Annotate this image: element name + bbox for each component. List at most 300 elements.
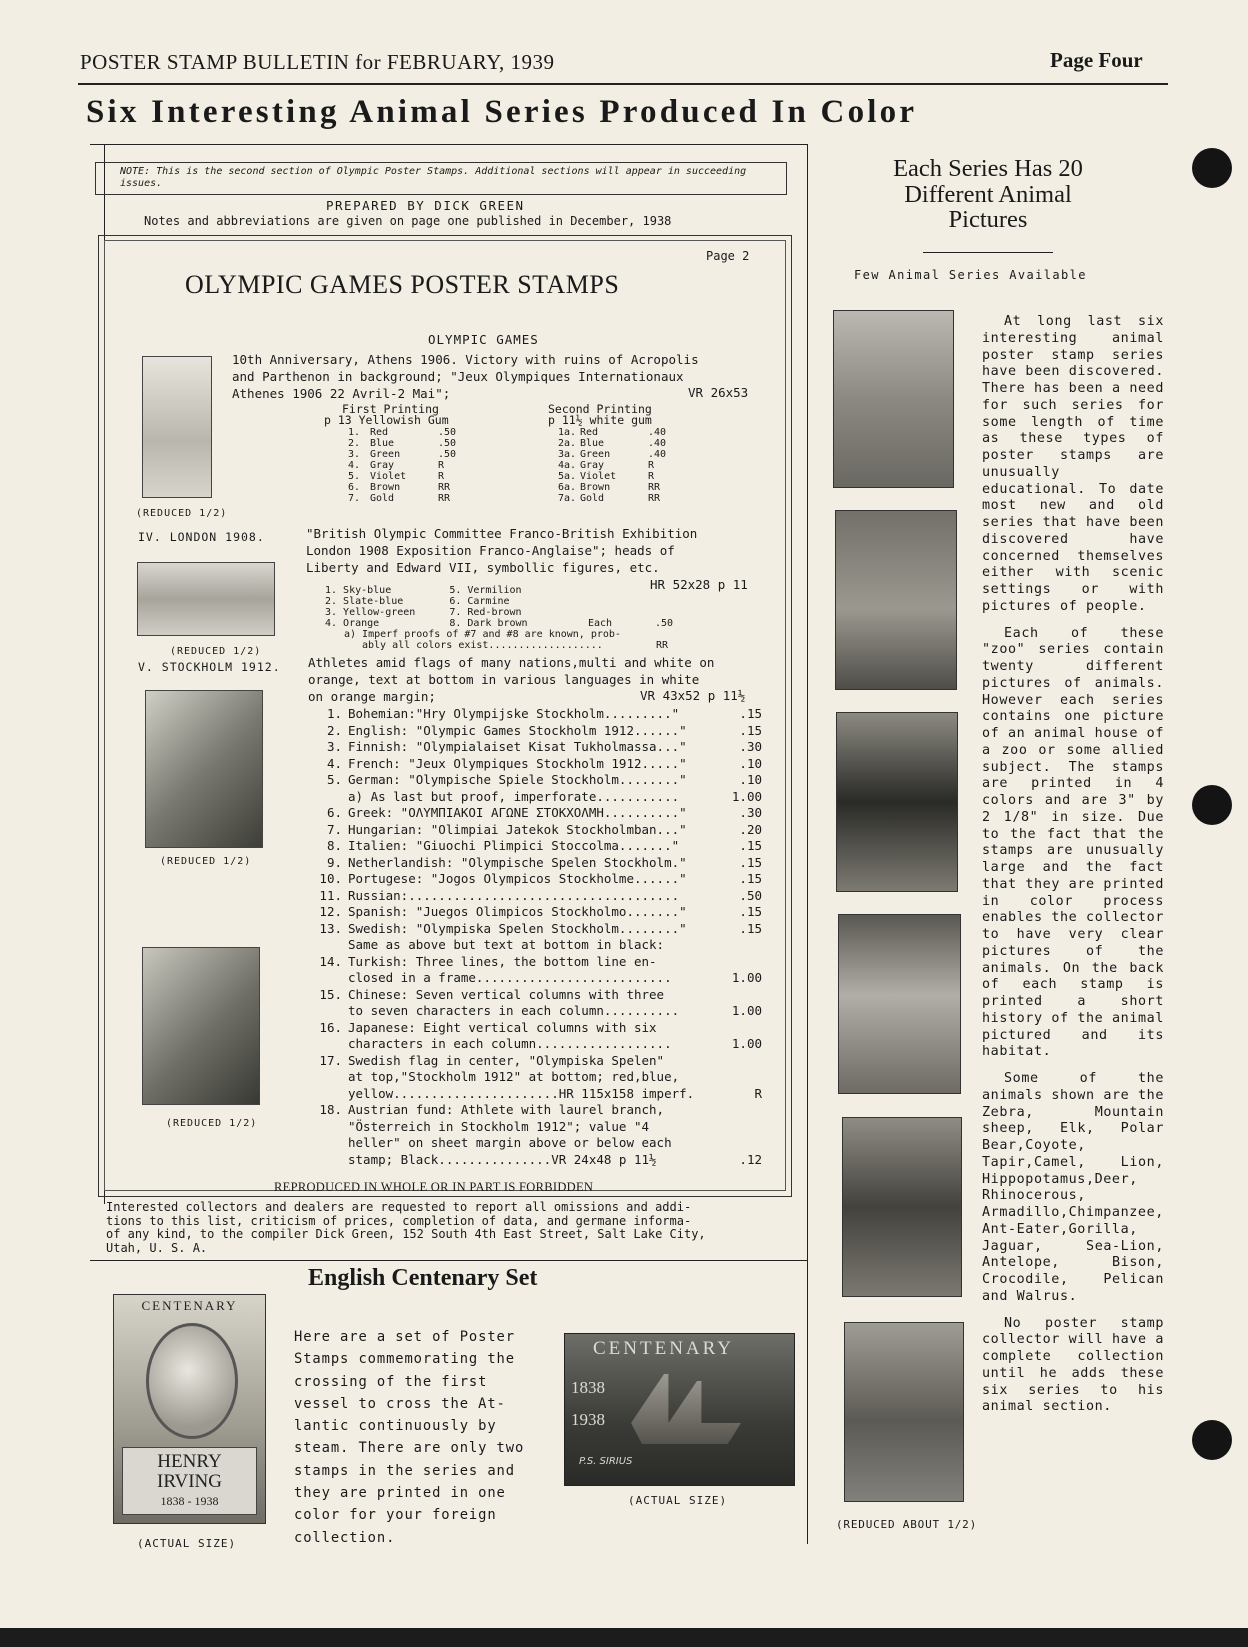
stockholm-item <box>316 937 762 954</box>
stockholm-item-text-wrap <box>316 706 679 723</box>
irving-stamp-portrait <box>146 1323 238 1439</box>
printing-price: R <box>648 460 655 471</box>
stockholm-item-price: 1.00 <box>731 1003 762 1018</box>
london-desc-line: Liberty and Edward VII, symbollic figures, etc. <box>306 560 660 575</box>
centenary-line: collection. <box>294 1529 396 1546</box>
printing-color: Brown <box>370 482 401 493</box>
stockholm-item-text-wrap <box>316 888 679 905</box>
stockholm-item-number: 16. <box>319 1019 342 1035</box>
stockholm-item-text-wrap <box>316 970 672 987</box>
stockholm-item-price: 1.00 <box>731 1036 762 1051</box>
footer-line: of any kind, to the compiler Dick Green, 152 South 4th East Street, Salt Lake City, <box>106 1227 706 1241</box>
london-color: 4. Orange <box>325 618 380 629</box>
stockholm-item-price: 1.00 <box>731 788 762 804</box>
london-note-line: a) Imperf proofs of #7 and #8 are known, prob- <box>344 629 621 640</box>
stockholm-item <box>316 789 762 806</box>
london-color: 1. Sky-blue <box>325 585 392 596</box>
printing-number: 1a. <box>558 427 577 438</box>
list-page-label: Page 2 <box>706 249 750 263</box>
printing-color: Gold <box>580 493 605 504</box>
stockholm-item <box>316 871 762 888</box>
stockholm-item <box>316 739 762 756</box>
stockholm-item-text: Finnish: "Olympialaiset Kisat Tukholmassa..." <box>348 739 687 754</box>
stockholm-item <box>316 1102 762 1119</box>
printing-number: 2a. <box>558 438 577 449</box>
stockholm-item-price <box>726 937 762 954</box>
stockholm-item-text-wrap <box>316 937 664 954</box>
printing-color: Green <box>580 449 611 460</box>
stockholm-item-number <box>316 1152 342 1169</box>
stockholm-item-text-wrap <box>316 1020 657 1037</box>
stockholm-item-text-wrap <box>316 805 687 822</box>
printing-color: Brown <box>580 482 611 493</box>
first-printing-row <box>348 438 456 449</box>
stockholm-item-text: yellow......................HR 115x158 imperf. <box>348 1085 695 1101</box>
kangaroo-stamp-image <box>844 1322 964 1502</box>
athens-desc-line: and Parthenon in background; "Jeux Olympiques Internationaux <box>232 369 684 384</box>
printing-color: Green <box>370 449 401 460</box>
sidebar-subhead: Few Animal Series Available <box>854 268 1087 282</box>
stockholm-item-text-wrap <box>316 904 687 921</box>
header-rule <box>78 83 1168 85</box>
first-printing-row <box>348 493 456 504</box>
stockholm-item-text-wrap <box>316 739 687 756</box>
stockholm-item-text: Netherlandish: "Olympische Spelen Stockholm." <box>348 854 687 870</box>
athens-stamp-image <box>142 356 212 498</box>
stockholm-flag-stamp-image <box>142 947 260 1105</box>
second-printing-row <box>558 460 666 471</box>
athens-description <box>232 351 762 402</box>
stockholm-item-text-wrap <box>316 871 687 888</box>
second-printing-row <box>558 493 666 504</box>
stockholm-item-text: Russian:.................................... <box>348 887 680 903</box>
stockholm-item-price <box>726 954 762 971</box>
stockholm-item-number <box>316 970 342 987</box>
centenary-body <box>294 1326 546 1549</box>
stockholm-desc-line: orange, text at bottom in various languages in white <box>308 672 700 687</box>
london-color: 2. Slate-blue <box>325 596 404 607</box>
first-printing-list <box>348 427 456 504</box>
sirius-caption: (ACTUAL SIZE) <box>628 1494 728 1507</box>
centenary-line: Here are a set of Poster <box>294 1329 515 1345</box>
printing-price: .40 <box>648 449 667 460</box>
stockholm-item-price: .30 <box>739 805 762 820</box>
stockholm-item-text-wrap <box>316 921 687 938</box>
irving-stamp-name1: HENRY <box>157 1451 222 1472</box>
london-colors <box>325 585 528 629</box>
london-note-line: ably all colors exist................... <box>362 640 603 651</box>
stockholm-item-price: 1.00 <box>731 970 762 985</box>
stockholm-item-number: 6. <box>326 805 342 820</box>
stockholm-item-text-wrap <box>316 1152 657 1169</box>
olympic-note <box>95 162 787 195</box>
olympic-section-title: OLYMPIC GAMES <box>428 332 539 347</box>
stockholm-item-price <box>726 1135 762 1152</box>
stockholm-item-number: 4. <box>326 755 342 771</box>
stockholm-item-price <box>726 1069 762 1086</box>
stockholm-item-text: English: "Olympic Games Stockholm 1912......" <box>348 722 687 738</box>
sirius-stamp-top: CENTENARY <box>593 1338 734 1359</box>
printing-price: RR <box>438 493 451 504</box>
printing-price: .50 <box>438 438 457 449</box>
printing-number: 3a. <box>558 449 577 460</box>
athens-first-printing <box>324 404 456 504</box>
stockholm-item-price: .20 <box>739 821 762 837</box>
stockholm-item-number: 9. <box>326 854 342 870</box>
sidebar-headline <box>842 156 1134 233</box>
stockholm-item-price <box>726 1102 762 1119</box>
stockholm-item-number <box>316 1135 342 1152</box>
stockholm-item-number <box>316 1119 342 1136</box>
stockholm-item-text: at top,"Stockholm 1912" at bottom; red,blue, <box>348 1069 680 1084</box>
stockholm-stamp-image <box>145 690 263 848</box>
bear-stamp-image <box>836 712 958 892</box>
stockholm-item-price: .15 <box>739 722 762 738</box>
stockholm-item <box>316 1003 762 1020</box>
stockholm-item-price <box>726 1053 762 1070</box>
second-printing-row <box>558 471 666 482</box>
stockholm-item-number <box>316 1003 342 1020</box>
stockholm-label: V. STOCKHOLM 1912. <box>138 660 281 674</box>
stockholm-item-number <box>316 1086 342 1103</box>
printing-number: 5. <box>348 471 361 482</box>
stockholm-item-text-wrap <box>316 1053 664 1070</box>
london-stamp-image <box>137 562 275 636</box>
stockholm-item-text: Bohemian:"Hry Olympijske Stockholm........." <box>348 706 680 721</box>
stockholm-item-price: .12 <box>739 1151 762 1167</box>
athens-reduced-caption: (REDUCED 1/2) <box>136 508 228 519</box>
printing-color: Blue <box>370 438 395 449</box>
stockholm-item-price: .30 <box>739 739 762 754</box>
printing-number: 6. <box>348 482 361 493</box>
london-reduced-caption: (REDUCED 1/2) <box>170 646 262 657</box>
stockholm-item <box>316 1053 762 1070</box>
stockholm-item <box>316 756 762 773</box>
printing-color: Violet <box>580 471 617 482</box>
london-desc-line: London 1908 Exposition Franco-Anglaise"; heads of <box>306 543 675 558</box>
stockholm-stamp-list <box>316 706 762 1168</box>
olympic-note-text: NOTE: This is the second section of Olympic Poster Stamps. Additional sections will appear in succeeding issues. <box>120 166 747 189</box>
animal-reduced-caption: (REDUCED ABOUT 1/2) <box>836 1518 978 1531</box>
olympic-title: OLYMPIC GAMES POSTER STAMPS <box>185 270 620 299</box>
stockholm-item-number: 2. <box>326 722 342 738</box>
stockholm-item-number <box>316 789 342 806</box>
stockholm-item-text-wrap <box>316 822 687 839</box>
stockholm-item-number: 17. <box>319 1052 342 1068</box>
stockholm-item-price: .10 <box>739 755 762 771</box>
stockholm-item-text: stamp; Black...............VR 24x48 p 11½ <box>348 1151 657 1167</box>
first-printing-row <box>348 449 456 460</box>
stockholm-item-text-wrap <box>316 855 687 872</box>
olympic-footer-note <box>106 1201 706 1255</box>
stockholm-item-price: .10 <box>739 772 762 787</box>
stockholm-item <box>316 904 762 921</box>
stockholm-item-text-wrap <box>316 838 679 855</box>
stockholm-item-number <box>316 1069 342 1086</box>
sidebar-headline-line: Each Series Has 20 <box>893 155 1083 182</box>
stockholm-item <box>316 822 762 839</box>
printing-color: Gold <box>370 493 395 504</box>
stockholm-item-text: to seven characters in each column.......... <box>348 1003 680 1018</box>
london-color: 7. Red-brown <box>449 607 522 618</box>
stockholm-item-text: closed in a frame.......................... <box>348 970 672 985</box>
stockholm-item-text-wrap <box>316 1102 664 1119</box>
stockholm-item-text-wrap <box>316 987 664 1004</box>
olympic-top-rule <box>90 144 808 145</box>
stockholm-item-text-wrap <box>316 954 657 971</box>
stockholm-item-number: 13. <box>319 920 342 936</box>
stockholm-item-text-wrap <box>316 756 687 773</box>
centenary-line: Stamps commemorating the <box>294 1351 515 1368</box>
printing-color: Red <box>370 427 389 438</box>
first-printing-head: First Printing <box>342 402 439 416</box>
stockholm-item <box>316 706 762 723</box>
irving-stamp-image <box>113 1294 266 1524</box>
stockholm-item <box>316 838 762 855</box>
stockholm-item <box>316 970 762 987</box>
london-color: 8. Dark brown <box>449 618 528 629</box>
printing-number: 3. <box>348 449 361 460</box>
stockholm-item <box>316 805 762 822</box>
printing-number: 7. <box>348 493 361 504</box>
printing-number: 6a. <box>558 482 577 493</box>
punch-hole <box>1192 148 1232 188</box>
second-printing-row <box>558 449 666 460</box>
first-printing-row <box>348 460 456 471</box>
stockholm-item <box>316 1069 762 1086</box>
stockholm-desc-line: on orange margin; <box>308 689 436 704</box>
printing-price: RR <box>648 493 661 504</box>
printing-price: R <box>438 460 445 471</box>
stockholm-item <box>316 1020 762 1037</box>
stockholm-item-text: Chinese: Seven vertical columns with three <box>348 986 665 1002</box>
stockholm-item-text: "Österreich in Stockholm 1912"; value "4 <box>348 1118 650 1134</box>
centenary-top-rule <box>90 1260 808 1261</box>
london-size: HR 52x28 p 11 <box>650 577 748 592</box>
stockholm-item-number: 10. <box>319 871 342 886</box>
printing-number: 5a. <box>558 471 577 482</box>
athens-size: VR 26x53 <box>688 385 749 400</box>
first-printing-sub: p 13 Yellowish Gum <box>324 413 449 427</box>
stockholm-item-text: Swedish flag in center, "Olympiska Spelen" <box>348 1052 665 1068</box>
stockholm-item-number <box>316 1036 342 1053</box>
first-printing-row <box>348 427 456 438</box>
punch-hole <box>1192 785 1232 825</box>
stockholm-item-price: R <box>754 1085 762 1101</box>
stockholm-item-number: 1. <box>326 706 342 721</box>
printing-price: RR <box>648 482 661 493</box>
stockholm-item-price: .15 <box>739 904 762 919</box>
printing-price: .40 <box>648 438 667 449</box>
stockholm-item-number: 8. <box>326 838 342 853</box>
printing-price: RR <box>438 482 451 493</box>
stockholm-item-text: a) As last but proof, imperforate........... <box>348 788 680 804</box>
printing-number: 4a. <box>558 460 577 471</box>
sidebar-paragraph: No poster stamp collector will have a complete collection until he adds these six series to his animal section. <box>982 1315 1164 1415</box>
printing-price: R <box>648 471 655 482</box>
printing-price: .40 <box>648 427 667 438</box>
london-proof-note <box>344 629 621 651</box>
sidebar-paragraph: At long last six interesting animal poster stamp series have been discovered. There has been a need for such series for some length of time as these types of poster stamps are unusually educational. To date most new and old series that have been discovered have concerned themselves either with scenic settings or with pictures of people. <box>982 314 1164 614</box>
stockholm-item <box>316 723 762 740</box>
second-printing-head: Second Printing <box>548 402 652 416</box>
stockholm-item <box>316 954 762 971</box>
stockholm-item <box>316 888 762 905</box>
centenary-line: vessel to cross the At- <box>294 1395 506 1412</box>
irving-stamp-top: CENTENARY <box>141 1298 238 1313</box>
printing-number: 7a. <box>558 493 577 504</box>
stockholm-item-text: Same as above but text at bottom in black: <box>348 937 665 952</box>
sidebar-headline-line: Different Animal <box>904 180 1072 208</box>
stockholm-item <box>316 772 762 789</box>
printing-number: 4. <box>348 460 361 471</box>
centenary-line: they are printed in one <box>294 1485 506 1502</box>
punch-hole <box>1192 1420 1232 1460</box>
irving-stamp-years: 1838 - 1938 <box>160 1494 219 1508</box>
stockholm-item-number: 11. <box>319 887 342 903</box>
sidebar-headline-line: Pictures <box>948 206 1028 233</box>
antelope-stamp-image <box>835 510 957 690</box>
london-description <box>306 525 697 576</box>
stockholm-item-text: Portugese: "Jogos Olympicos Stockholme......" <box>348 871 687 886</box>
stockholm-item-number: 5. <box>326 772 342 787</box>
stockholm-item-price <box>726 987 762 1004</box>
printing-color: Gray <box>370 460 395 471</box>
stockholm-item-price: .15 <box>739 920 762 936</box>
stockholm-item-text: French: "Jeux Olympiques Stockholm 1912....." <box>348 755 687 771</box>
stockholm-item-number: 15. <box>319 986 342 1002</box>
london-each: Each <box>588 618 613 629</box>
printing-number: 1. <box>348 427 361 438</box>
stockholm-item-text: Italien: "Giuochi Plimpici Stoccolma......." <box>348 838 680 853</box>
irving-stamp-name2: IRVING <box>157 1471 222 1492</box>
footer-line: Utah, U. S. A. <box>106 1240 208 1255</box>
sidebar-paragraph: Each of these "zoo" series contain twenty different pictures of animals. However each series contains one picture of an animal house of a zoo or some allied subject. The stamps are printed in 4 colors and are 3" by 2 1/8" in size. Due to the fact that the stamps are unusually large and the fact that they are printed in color process enables the collector to have very clear pictures of the animals. On the back of each stamp is printed a short history of the animal pictured and its habitat. <box>982 625 1164 1060</box>
printing-price: .50 <box>438 449 457 460</box>
stockholm-item-price: .15 <box>739 706 762 721</box>
stockholm-item-text-wrap <box>316 772 687 789</box>
sirius-stamp-ship <box>631 1374 741 1444</box>
column-divider <box>807 144 808 1544</box>
stockholm-item-text: Turkish: Three lines, the bottom line en- <box>348 953 657 969</box>
printing-number: 2. <box>348 438 361 449</box>
sidebar-paragraph: Some of the animals shown are the Zebra, Mountain sheep, Elk, Polar Bear,Coyote, Tapir,Camel, Lion, Hippopotamus,Deer, Rhinocerous, Armadillo,Chimpanzee, Ant-Eater,Gorilla, Jaguar, Sea-Lion, Antelope, Bison, Crocodile, Pelican and Walrus. <box>982 1071 1164 1304</box>
stockholm-item-text: Spanish: "Juegos Olimpicos Stockholmo......." <box>348 904 687 919</box>
giraffe-stamp-image <box>833 310 954 488</box>
irving-caption: (ACTUAL SIZE) <box>137 1537 237 1550</box>
stockholm-item-text: characters in each column.................. <box>348 1036 672 1051</box>
stockholm-item-number: 12. <box>319 904 342 919</box>
stockholm-size: VR 43x52 p 11½ <box>640 688 746 703</box>
stockholm-item-text: German: "Olympische Spiele Stockholm........" <box>348 772 687 787</box>
page-bottom-edge <box>0 1628 1248 1647</box>
london-label: IV. LONDON 1908. <box>138 530 265 544</box>
printing-color: Violet <box>370 471 407 482</box>
sirius-stamp-image <box>564 1333 795 1486</box>
second-printing-row <box>558 482 666 493</box>
stockholm-item-text-wrap <box>316 1119 649 1136</box>
athens-second-printing <box>548 404 666 504</box>
london-color: 3. Yellow-green <box>325 607 416 618</box>
page-number: Page Four <box>1050 48 1143 72</box>
first-printing-row <box>348 471 456 482</box>
stockholm-flag-reduced-caption: (REDUCED 1/2) <box>166 1118 258 1129</box>
london-note-value: RR <box>656 640 669 651</box>
centenary-title: English Centenary Set <box>308 1265 538 1291</box>
monkey-stamp-image <box>838 914 961 1094</box>
abbreviations-note: Notes and abbreviations are given on page one published in December, 1938 <box>144 214 672 228</box>
second-printing-sub: p 11½ white gum <box>548 413 652 427</box>
stockholm-item-text-wrap <box>316 1003 679 1020</box>
first-printing-row <box>348 482 456 493</box>
stockholm-item <box>316 1036 762 1053</box>
stockholm-item <box>316 1086 762 1103</box>
stockholm-item-text: Hungarian: "Olimpiai Jatekok Stockholmban..." <box>348 821 687 837</box>
stockholm-item-price: .15 <box>739 838 762 853</box>
stockholm-item-number: 18. <box>319 1102 342 1117</box>
printing-price: R <box>438 471 445 482</box>
sidebar-rule <box>923 252 1053 253</box>
stockholm-item <box>316 855 762 872</box>
stockholm-item <box>316 921 762 938</box>
athens-desc-line: Athenes 1906 22 Avril-2 Mai"; <box>232 386 451 401</box>
london-color: 5. Vermilion <box>449 585 522 596</box>
stockholm-item-number: 14. <box>319 953 342 969</box>
page-headline: Six Interesting Animal Series Produced In Color <box>86 94 918 130</box>
london-each-value: .50 <box>655 618 674 629</box>
stockholm-item-text-wrap <box>316 1036 672 1053</box>
stockholm-item-text-wrap <box>316 1086 694 1103</box>
printing-price: .50 <box>438 427 457 438</box>
stockholm-item-price <box>726 1119 762 1136</box>
stockholm-item-text-wrap <box>316 789 679 806</box>
stockholm-item <box>316 1119 762 1136</box>
second-printing-list <box>558 427 666 504</box>
centenary-line: steam. There are only two <box>294 1440 525 1457</box>
london-desc-line: "British Olympic Committee Franco-British Exhibition <box>306 526 698 541</box>
stockholm-item-text-wrap <box>316 1135 672 1152</box>
stockholm-item <box>316 1135 762 1152</box>
sirius-stamp-year2: 1938 <box>571 1410 605 1429</box>
centenary-line: crossing of the first <box>294 1373 488 1390</box>
prepared-by: PREPARED BY DICK GREEN <box>326 198 525 213</box>
stockholm-item-text: Austrian fund: Athlete with laurel branch, <box>348 1102 665 1117</box>
stockholm-item-price: .15 <box>739 871 762 886</box>
printing-color: Gray <box>580 460 605 471</box>
stockholm-desc-line: Athletes amid flags of many nations,multi and white on <box>308 655 715 670</box>
centenary-line: stamps in the series and <box>294 1462 515 1479</box>
footer-line: Interested collectors and dealers are requested to report all omissions and addi- <box>106 1200 692 1214</box>
bulletin-header: POSTER STAMP BULLETIN for FEBRUARY, 1939 <box>80 50 555 74</box>
stockholm-item-text: Swedish: "Olympiska Spelen Stockholm........" <box>348 920 687 936</box>
reproduced-notice: REPRODUCED IN WHOLE OR IN PART IS FORBIDDEN <box>274 1180 594 1194</box>
london-color: 6. Carmine <box>449 596 510 607</box>
stockholm-item-price: .15 <box>739 854 762 870</box>
stockholm-item <box>316 1152 762 1169</box>
tiger-stamp-image <box>842 1117 962 1297</box>
stockholm-item-price: .50 <box>739 887 762 903</box>
stockholm-item-text-wrap <box>316 1069 679 1086</box>
stockholm-item-text: heller" on sheet margin above or below each <box>348 1135 672 1150</box>
second-printing-row <box>558 438 666 449</box>
centenary-line: color for your foreign <box>294 1507 497 1524</box>
stockholm-reduced-caption: (REDUCED 1/2) <box>160 856 252 867</box>
stockholm-item-text: Greek: "ΟΛΥΜΠΙΑΚΟΙ ΑΓΩΝΕ ΣΤΟΚΧΟΛΜΗ.........." <box>348 805 687 820</box>
printing-color: Blue <box>580 438 605 449</box>
stockholm-item-price <box>726 1020 762 1037</box>
stockholm-item <box>316 987 762 1004</box>
centenary-line: lantic continuously by <box>294 1418 497 1435</box>
